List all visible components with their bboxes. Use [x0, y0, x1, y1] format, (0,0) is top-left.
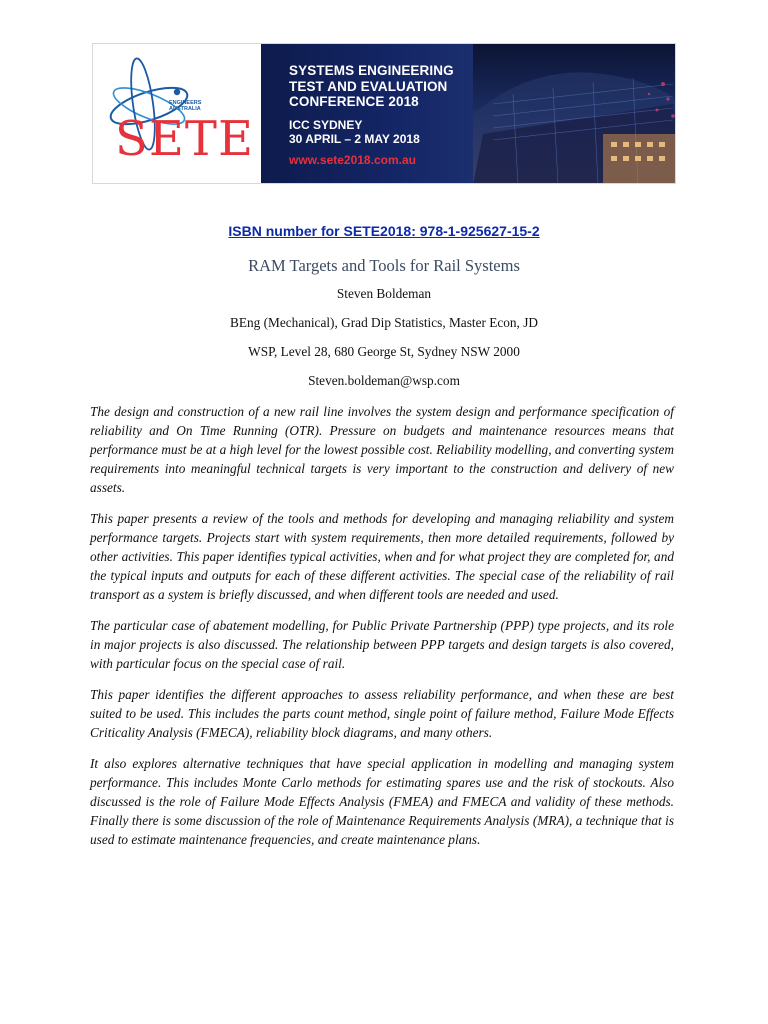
author-qualifications: BEng (Mechanical), Grad Dip Statistics, Master Econ, JD: [230, 315, 538, 330]
abstract: [90, 402, 674, 861]
abstract-paragraph: This paper presents a review of the tools and methods for developing and managing reliability and system performance targets. Projects start with system requirements, then more detailed requirements, followed by other activities. This paper identifies typical activities, when and for what project they are completed for, and the typical inputs and outputs for each of these different activities. The special case of the reliability of rail transport as a system is briefly discussed, and when different tools are needed and used.: [90, 511, 674, 602]
abstract-paragraph: This paper identifies the different approaches to assess reliability performance, and when these are best suited to be used. This includes the parts count method, single point of failure method, Failure Mode Effects Criticality Analysis (FMECA), reliability block diagrams, and many others.: [90, 687, 674, 740]
isbn-line: ISBN number for SETE2018: 978-1-925627-15-2: [228, 223, 540, 239]
venue-building-illustration: [473, 44, 675, 183]
conference-title-line: TEST AND EVALUATION: [289, 78, 448, 94]
conference-url: www.sete2018.com.au: [289, 153, 416, 167]
engineers-australia-label: ENGINEERS AUSTRALIA: [169, 100, 202, 112]
conference-title: [289, 63, 454, 110]
conference-title-line: SYSTEMS ENGINEERING: [289, 63, 454, 78]
conference-info-panel: [261, 44, 473, 183]
author-email: Steven.boldeman@wsp.com: [308, 373, 460, 388]
venue-photo: [473, 44, 675, 183]
sete-logo: [93, 44, 261, 183]
abstract-paragraph: It also explores alternative techniques that have special application in modelling and managing system performance. This includes Monte Carlo methods for estimating spares use and the risk of stockouts. Also discussed is the role of Failure Mode Effects Analysis (FMEA) and FMECA and validity of these methods. Finally there is some discussion of the role of Maintenance Requirements Analysis (MRA), a technique that is used to estimate maintenance frequencies, and create maintenance plans.: [90, 756, 674, 847]
abstract-paragraph: The design and construction of a new rail line involves the system design and performance specification of reliability and On Time Running (OTR). Pressure on budgets and maintenance resources means that performance must be at a high level for the lowest possible cost. Reliability modelling, and converting system requirements into meaningful technical targets is very important to the construction and delivery of new assets.: [90, 404, 674, 495]
paper-title: RAM Targets and Tools for Rail Systems: [248, 256, 520, 275]
abstract-paragraph: The particular case of abatement modelling, for Public Private Partnership (PPP) type projects, and its role in major projects is also discussed. The relationship between PPP targets and design targets is also covered, with particular focus on the special case of rail.: [90, 618, 674, 671]
conference-venue: ICC SYDNEY: [289, 118, 363, 132]
author-address: WSP, Level 28, 680 George St, Sydney NSW 2000: [248, 344, 520, 359]
conference-venue-dates: [289, 118, 420, 146]
conference-title-line: CONFERENCE 2018: [289, 94, 419, 109]
sete-logo-word: SETE: [115, 111, 254, 167]
conference-dates: 30 APRIL – 2 MAY 2018: [289, 132, 420, 146]
conference-banner: [92, 43, 676, 184]
author-name: Steven Boldeman: [336, 286, 432, 301]
